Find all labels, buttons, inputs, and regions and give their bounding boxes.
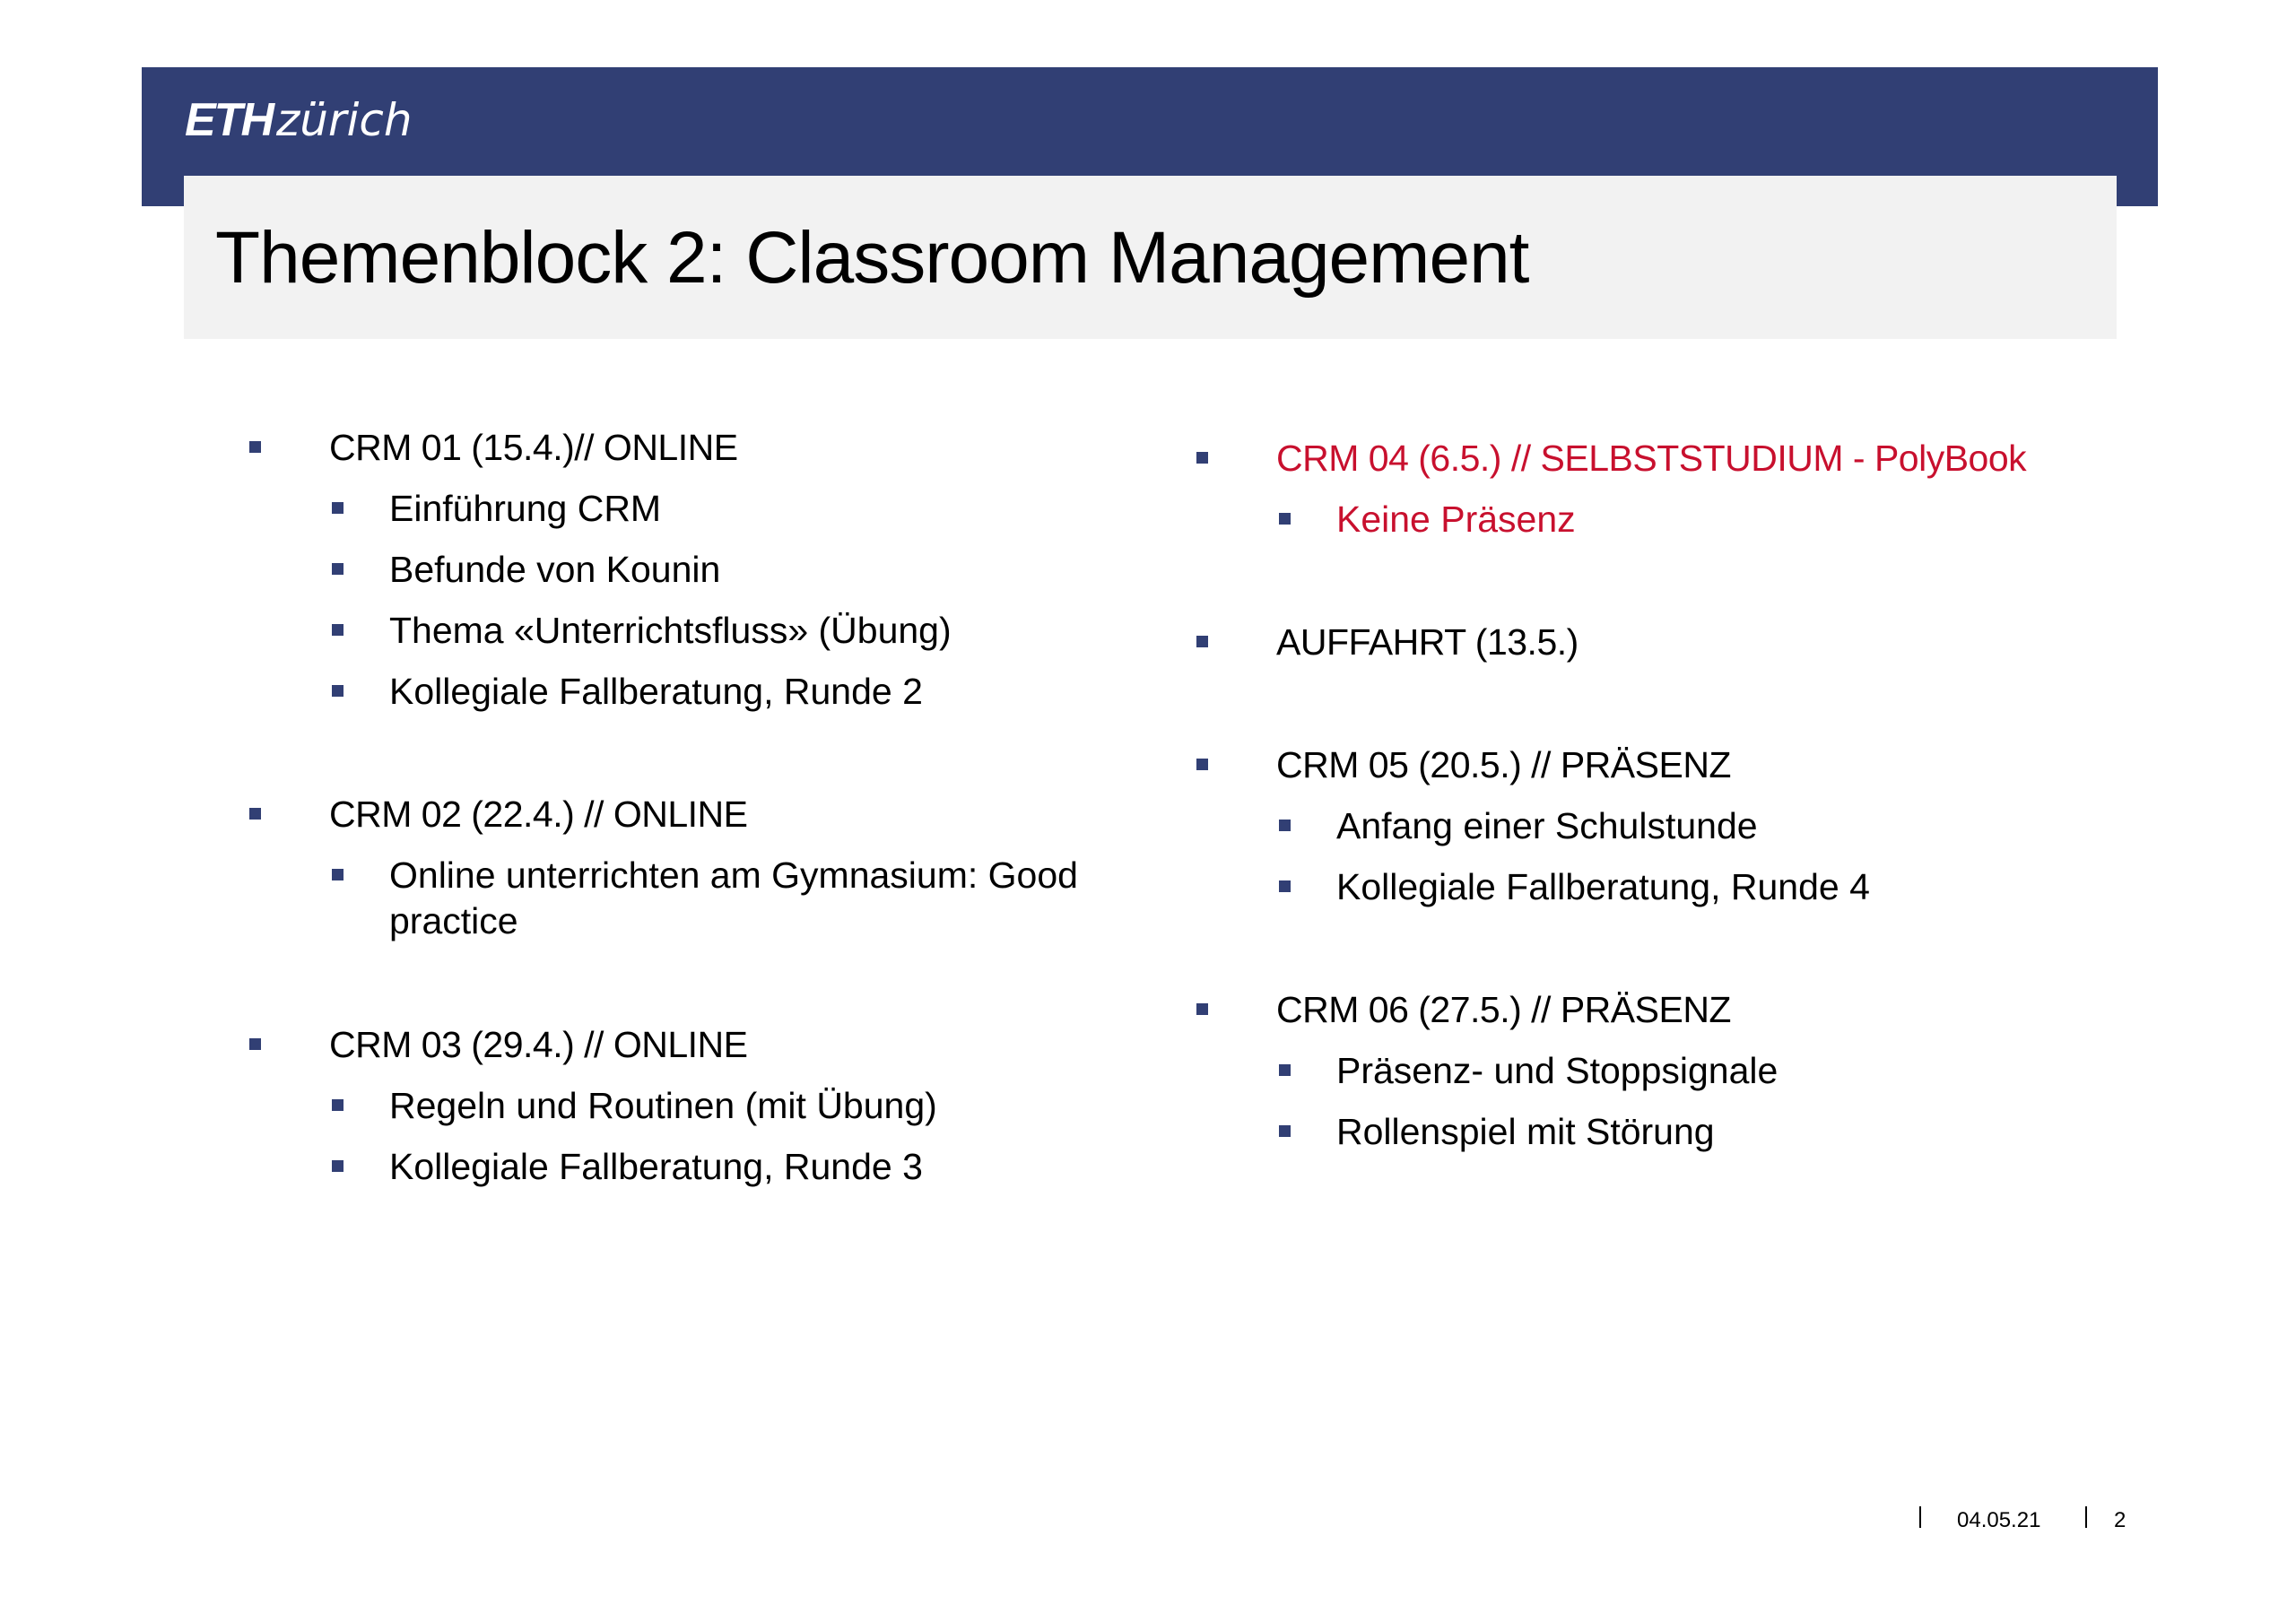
list-item-text: Kollegiale Fallberatung, Runde 2 xyxy=(389,671,923,712)
list-item xyxy=(389,852,1078,898)
bullet-icon xyxy=(249,808,261,820)
crm04-heading xyxy=(1276,435,2026,481)
list-item-text: Kollegiale Fallberatung, Runde 3 xyxy=(389,1146,923,1187)
list-item xyxy=(389,1082,937,1129)
footer-date: 04.05.21 xyxy=(1957,1508,2041,1532)
crm02-heading xyxy=(329,791,747,837)
logo-eth: ETH xyxy=(185,94,273,146)
bullet-icon xyxy=(1196,1003,1208,1015)
list-item xyxy=(389,668,923,715)
auffahrt-heading-text: AUFFAHRT (13.5.) xyxy=(1276,621,1578,663)
list-item xyxy=(1336,496,1576,542)
bullet-icon xyxy=(1279,1125,1291,1137)
list-item-text: Kollegiale Fallberatung, Runde 4 xyxy=(1336,866,1870,907)
crm01-heading xyxy=(329,424,738,471)
list-item-text: Online unterrichten am Gymnasium: Good xyxy=(389,854,1078,896)
bullet-icon xyxy=(332,1160,344,1172)
list-item xyxy=(389,485,661,532)
crm01-heading-text: CRM 01 (15.4.)// ONLINE xyxy=(329,427,738,468)
crm04-heading-text: CRM 04 (6.5.) // SELBSTSTUDIUM - PolyBook xyxy=(1276,438,2027,479)
bullet-icon xyxy=(332,502,344,514)
bullet-icon xyxy=(249,441,261,453)
bullet-icon xyxy=(332,563,344,575)
bullet-icon xyxy=(1279,1064,1291,1076)
bullet-icon xyxy=(332,624,344,636)
bullet-icon xyxy=(1279,820,1291,831)
auffahrt-heading xyxy=(1276,619,1578,665)
list-item-text: Anfang einer Schulstunde xyxy=(1336,805,1758,846)
footer-separator xyxy=(1919,1506,1921,1528)
bullet-icon xyxy=(332,685,344,697)
footer-separator xyxy=(2085,1506,2087,1528)
list-item xyxy=(1336,1108,1715,1155)
list-item-text: Befunde von Kounin xyxy=(389,549,721,590)
list-item xyxy=(389,546,720,593)
list-item xyxy=(1336,1047,1778,1094)
list-item-text: Keine Präsenz xyxy=(1336,499,1576,540)
list-item xyxy=(389,607,952,654)
slide-title: Themenblock 2: Classroom Management xyxy=(215,217,1529,299)
list-item-continuation xyxy=(389,898,518,944)
logo-zurich: zürich xyxy=(276,94,413,146)
bullet-icon xyxy=(1196,636,1208,647)
crm03-heading-text: CRM 03 (29.4.) // ONLINE xyxy=(329,1024,748,1065)
list-item xyxy=(389,1143,923,1190)
list-item xyxy=(1336,863,1870,910)
bullet-icon xyxy=(1279,513,1291,525)
crm05-heading xyxy=(1276,742,1731,788)
crm06-heading-text: CRM 06 (27.5.) // PRÄSENZ xyxy=(1276,989,1731,1030)
crm02-heading-text: CRM 02 (22.4.) // ONLINE xyxy=(329,794,748,835)
list-item xyxy=(1336,802,1758,849)
list-item-text: practice xyxy=(389,900,518,941)
crm06-heading xyxy=(1276,986,1731,1033)
list-item-text: Thema «Unterrichtsfluss» (Übung) xyxy=(389,610,952,651)
list-item-text: Einführung CRM xyxy=(389,488,662,529)
bullet-icon xyxy=(332,1099,344,1111)
bullet-icon xyxy=(249,1038,261,1050)
crm05-heading-text: CRM 05 (20.5.) // PRÄSENZ xyxy=(1276,744,1731,785)
bullet-icon xyxy=(332,869,344,880)
bullet-icon xyxy=(1279,880,1291,892)
list-item-text: Präsenz- und Stoppsignale xyxy=(1336,1050,1779,1091)
list-item-text: Rollenspiel mit Störung xyxy=(1336,1111,1715,1152)
eth-zurich-logo xyxy=(185,93,413,147)
bullet-icon xyxy=(1196,759,1208,770)
bullet-icon xyxy=(1196,452,1208,464)
crm03-heading xyxy=(329,1021,747,1068)
list-item-text: Regeln und Routinen (mit Übung) xyxy=(389,1085,937,1126)
page-number: 2 xyxy=(2114,1508,2126,1532)
